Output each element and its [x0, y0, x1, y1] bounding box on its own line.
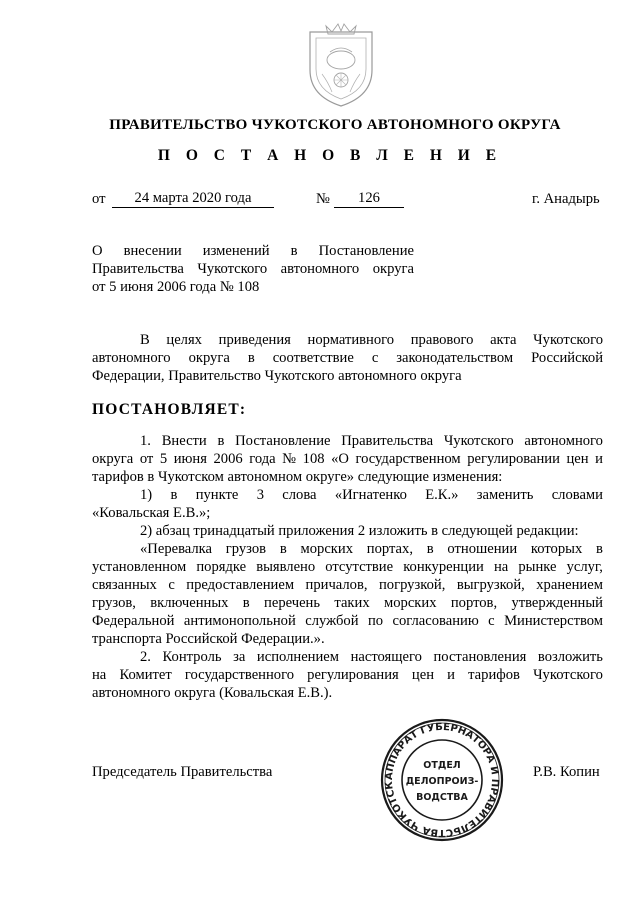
stamp-ring-text: АППАРАТ ГУБЕРНАТОРА И ПРАВИТЕЛЬСТВА ЧУКОТСК — [383, 721, 501, 839]
word: Министерством — [504, 613, 603, 629]
word: В — [140, 332, 150, 348]
word: портах, — [366, 541, 413, 557]
word: Правительства — [92, 261, 184, 277]
stamp-center-line: ДЕЛОПРОИЗ- — [405, 776, 479, 787]
word: 108 — [302, 451, 325, 467]
body-line — [92, 450, 603, 468]
word: погрузкой, — [378, 577, 446, 593]
word: морских — [383, 595, 437, 611]
word: Е.К.» — [425, 487, 459, 503]
word: цен — [566, 451, 589, 467]
word: возложить — [537, 649, 603, 665]
word: и — [447, 667, 455, 683]
subject-line — [92, 242, 414, 260]
word: отсутствие — [325, 559, 394, 575]
word: в — [217, 433, 225, 449]
word: «Игнатенко — [334, 487, 407, 503]
word: 1) — [140, 487, 153, 503]
body-line — [92, 666, 603, 684]
word: правового — [410, 332, 474, 348]
word: от — [139, 451, 154, 467]
word: округа — [188, 350, 230, 366]
body-line — [92, 648, 603, 666]
preamble-line — [92, 349, 603, 367]
quote-line — [92, 540, 603, 558]
body-line: «Ковальская Е.В.»; — [92, 505, 211, 521]
word: отношении — [447, 541, 518, 557]
body-line: тарифов в Чукотском автономном округе» следующие изменения: — [92, 469, 503, 485]
word: заменить — [476, 487, 534, 503]
preamble-line: Федерации, Правительство Чукотского автономного округа — [92, 368, 462, 384]
subject-line — [92, 260, 414, 278]
word: в — [247, 350, 255, 366]
word: Чукотского — [533, 332, 603, 348]
word: Постановление — [318, 243, 414, 259]
word: настоящего — [350, 649, 422, 665]
word: рынке — [518, 559, 557, 575]
word: услуг, — [566, 559, 603, 575]
word: на — [493, 559, 509, 575]
word: с — [168, 577, 175, 593]
word: постановления — [433, 649, 527, 665]
city: г. Анадырь — [532, 191, 600, 207]
word: внесении — [123, 243, 182, 259]
word: причалов, — [305, 577, 368, 593]
government-title: ПРАВИТЕЛЬСТВО ЧУКОТСКОГО АВТОНОМНОГО ОКРУГА — [109, 117, 561, 133]
word: государственного — [184, 667, 295, 683]
word: и — [595, 451, 603, 467]
word: с — [371, 350, 379, 366]
word: исполнением — [256, 649, 340, 665]
word: Чукотского — [197, 261, 268, 277]
word: июня — [173, 451, 207, 467]
word: в — [290, 243, 298, 259]
word: в — [596, 541, 603, 557]
word: в — [170, 487, 178, 503]
word: автономного — [92, 350, 171, 366]
word: № — [282, 451, 297, 467]
word: цен — [411, 667, 435, 683]
word: включенных — [150, 595, 229, 611]
word: пункте — [195, 487, 239, 503]
body-line — [92, 486, 603, 504]
word: в — [426, 541, 434, 557]
word: Внести — [161, 433, 207, 449]
number-value: 126 — [334, 190, 404, 208]
word: нормативного — [307, 332, 395, 348]
word: грузов, — [92, 595, 136, 611]
word: автономного — [280, 261, 360, 277]
signatory-position: Председатель Правительства — [92, 764, 273, 780]
word: конкуренции — [403, 559, 484, 575]
word: Чукотского — [533, 667, 603, 683]
quote-line — [92, 594, 603, 612]
body-line: автономного округа (Ковальская Е.В.). — [92, 685, 333, 701]
word: акта — [490, 332, 517, 348]
document-body — [92, 432, 603, 702]
word: установленном — [92, 559, 187, 575]
word: хранением — [536, 577, 603, 593]
word: порядке — [196, 559, 247, 575]
quote-line — [92, 558, 603, 576]
document-type-title: П О С Т А Н О В Л Е Н И Е — [157, 147, 503, 164]
word: соответствие — [272, 350, 354, 366]
word: таких — [334, 595, 370, 611]
chukotka-coat-of-arms-icon — [304, 22, 378, 108]
decree-heading: ПОСТАНОВЛЯЕТ: — [92, 401, 247, 418]
subject-line: от 5 июня 2006 года № 108 — [92, 279, 260, 295]
word: согласованию — [392, 613, 479, 629]
body-line — [92, 432, 603, 450]
word: государственном — [355, 451, 461, 467]
word: за — [233, 649, 246, 665]
word: округа — [92, 451, 134, 467]
quote-line — [92, 612, 603, 630]
word: выявлено — [256, 559, 316, 575]
word: утвержденный — [511, 595, 603, 611]
word: 3 — [256, 487, 264, 503]
word: автономного — [524, 433, 603, 449]
word: Федеральной — [92, 613, 175, 629]
word: на — [92, 667, 107, 683]
document-subject — [92, 242, 414, 296]
word: «Перевалка — [140, 541, 213, 557]
preamble-line — [92, 331, 603, 349]
signatory-name: Р.В. Копин — [533, 764, 600, 780]
word: в — [279, 541, 287, 557]
date-prefix: от — [92, 191, 106, 207]
word: антимонопольной — [183, 613, 296, 629]
word: 1. — [140, 433, 151, 449]
date-field — [112, 189, 274, 208]
word: выгрузкой, — [456, 577, 525, 593]
quote-line — [92, 576, 603, 594]
word: перечень — [264, 595, 321, 611]
word: регулирования — [307, 667, 399, 683]
word: Российской — [531, 350, 603, 366]
word: связанных — [92, 577, 157, 593]
word: морских — [300, 541, 354, 557]
word: «О — [331, 451, 349, 467]
stamp-center-line: ОТДЕЛ — [423, 760, 461, 771]
official-stamp — [380, 718, 504, 842]
word: 5 — [159, 451, 168, 467]
preamble — [92, 331, 603, 385]
word: слова — [282, 487, 317, 503]
number-sign: № — [316, 191, 330, 207]
word: 2006 — [213, 451, 243, 467]
word: округа — [372, 261, 414, 277]
word: предоставлением — [186, 577, 295, 593]
word: законодательством — [396, 350, 514, 366]
word: с — [488, 613, 495, 629]
number-field — [334, 189, 404, 208]
word: целях — [166, 332, 202, 348]
date-value: 24 марта 2020 года — [112, 190, 274, 208]
word: О — [92, 243, 103, 259]
word: по — [367, 613, 384, 629]
quote-line: транспорта Российской Федерации.». — [92, 631, 325, 647]
word: приведения — [218, 332, 291, 348]
word: года — [249, 451, 276, 467]
word: словами — [551, 487, 603, 503]
word: в — [242, 595, 250, 611]
word: службой — [305, 613, 359, 629]
word: Контроль — [162, 649, 222, 665]
word: грузов — [225, 541, 267, 557]
word: Чукотского — [443, 433, 514, 449]
word: изменений — [202, 243, 270, 259]
word: Комитет — [119, 667, 172, 683]
word: регулировании — [467, 451, 560, 467]
word: 2. — [140, 649, 151, 665]
word: тарифов — [468, 667, 520, 683]
word: портов, — [450, 595, 498, 611]
word: Правительства — [341, 433, 434, 449]
word: которых — [530, 541, 583, 557]
word: Постановление — [235, 433, 331, 449]
body-line: 2) абзац тринадцатый приложения 2 изложить в следующей редакции: — [140, 523, 579, 539]
stamp-center-line: ВОДСТВА — [416, 792, 468, 803]
